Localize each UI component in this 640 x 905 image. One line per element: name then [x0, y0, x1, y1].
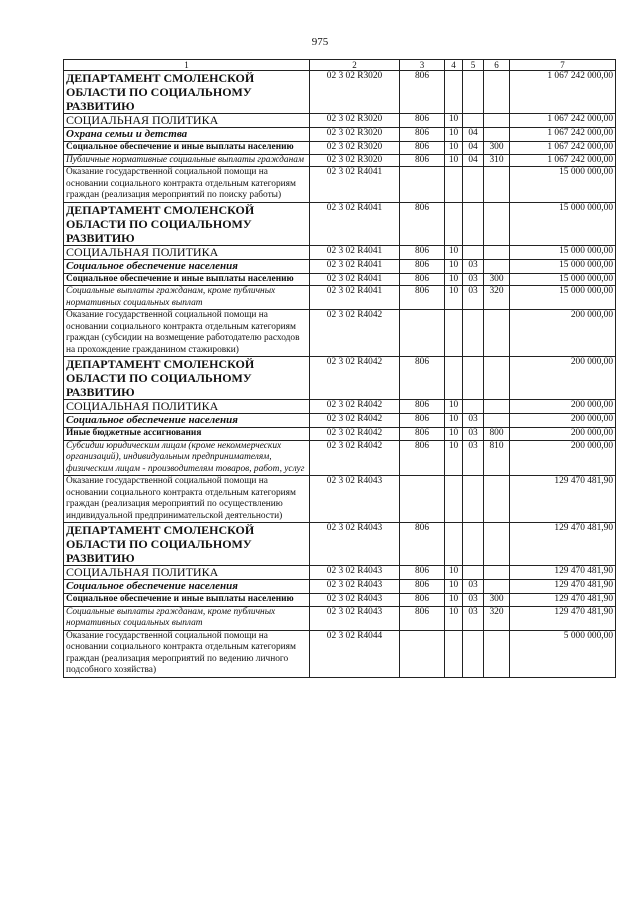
subsection-code-cell: 03 — [463, 606, 484, 630]
section-code-cell: 10 — [445, 606, 463, 630]
row-name-cell: Социальное обеспечение и иные выплаты населению — [64, 273, 310, 286]
amount-cell: 15 000 000,00 — [510, 259, 616, 273]
expense-type-cell — [484, 245, 510, 259]
amount-cell: 200 000,00 — [510, 440, 616, 476]
subsection-code-cell: 03 — [463, 428, 484, 441]
section-code-cell: 10 — [445, 400, 463, 414]
subsection-code-cell — [463, 114, 484, 128]
subsection-code-cell: 03 — [463, 259, 484, 273]
amount-cell: 129 470 481,90 — [510, 523, 616, 566]
row-name-cell: СОЦИАЛЬНАЯ ПОЛИТИКА — [64, 245, 310, 259]
table-row — [64, 273, 616, 286]
expense-type-cell — [484, 202, 510, 245]
department-code-cell: 806 — [400, 259, 445, 273]
subsection-code-cell — [463, 310, 484, 357]
section-code-cell: 10 — [445, 440, 463, 476]
table-row — [64, 71, 616, 114]
section-code-cell: 10 — [445, 286, 463, 310]
amount-cell: 1 067 242 000,00 — [510, 71, 616, 114]
expense-type-cell — [484, 167, 510, 203]
department-code-cell: 806 — [400, 357, 445, 400]
table-row — [64, 594, 616, 607]
table-row — [64, 400, 616, 414]
target-article-cell: 02 3 02 R3020 — [310, 154, 400, 167]
row-name-cell: СОЦИАЛЬНАЯ ПОЛИТИКА — [64, 566, 310, 580]
expense-type-cell — [484, 114, 510, 128]
table-row — [64, 154, 616, 167]
expense-type-cell: 320 — [484, 606, 510, 630]
department-code-cell — [400, 630, 445, 677]
amount-cell: 200 000,00 — [510, 357, 616, 400]
subsection-code-cell — [463, 400, 484, 414]
table-row — [64, 630, 616, 677]
expense-type-cell — [484, 400, 510, 414]
table-row — [64, 414, 616, 428]
expense-type-cell: 310 — [484, 154, 510, 167]
section-code-cell — [445, 71, 463, 114]
department-code-cell — [400, 476, 445, 523]
table-row — [64, 202, 616, 245]
section-code-cell: 10 — [445, 414, 463, 428]
table-row — [64, 566, 616, 580]
amount-cell: 1 067 242 000,00 — [510, 154, 616, 167]
amount-cell: 5 000 000,00 — [510, 630, 616, 677]
section-code-cell — [445, 167, 463, 203]
target-article-cell: 02 3 02 R4041 — [310, 286, 400, 310]
section-code-cell: 10 — [445, 259, 463, 273]
amount-cell: 129 470 481,90 — [510, 606, 616, 630]
amount-cell: 129 470 481,90 — [510, 594, 616, 607]
row-name-cell: Социальное обеспечение населения — [64, 259, 310, 273]
page-number: 975 — [311, 36, 329, 48]
section-code-cell: 10 — [445, 594, 463, 607]
section-code-cell: 10 — [445, 273, 463, 286]
department-code-cell: 806 — [400, 428, 445, 441]
table-row — [64, 580, 616, 594]
amount-cell: 200 000,00 — [510, 400, 616, 414]
amount-cell: 15 000 000,00 — [510, 202, 616, 245]
department-code-cell: 806 — [400, 523, 445, 566]
column-header: 2 — [310, 60, 400, 71]
target-article-cell: 02 3 02 R4043 — [310, 476, 400, 523]
row-name-cell: Оказание государственной социальной помощи на основании социального контракта отдельным категориям граждан (субсидии на возмещение работодателю расходов на прохождение гражданином стажировки) — [64, 310, 310, 357]
row-name-cell: Иные бюджетные ассигнования — [64, 428, 310, 441]
row-name-cell: ДЕПАРТАМЕНТ СМОЛЕНСКОЙ ОБЛАСТИ ПО СОЦИАЛЬНОМУ РАЗВИТИЮ — [64, 357, 310, 400]
subsection-code-cell — [463, 523, 484, 566]
row-name-cell: Социальное обеспечение и иные выплаты населению — [64, 142, 310, 155]
department-code-cell: 806 — [400, 71, 445, 114]
target-article-cell: 02 3 02 R4042 — [310, 400, 400, 414]
department-code-cell: 806 — [400, 414, 445, 428]
department-code-cell: 806 — [400, 142, 445, 155]
section-code-cell: 10 — [445, 114, 463, 128]
department-code-cell: 806 — [400, 566, 445, 580]
expense-type-cell — [484, 414, 510, 428]
amount-cell: 15 000 000,00 — [510, 273, 616, 286]
table-row — [64, 128, 616, 142]
amount-cell: 15 000 000,00 — [510, 245, 616, 259]
table-row — [64, 476, 616, 523]
header-row — [64, 60, 616, 71]
expense-type-cell: 320 — [484, 286, 510, 310]
target-article-cell: 02 3 02 R4043 — [310, 606, 400, 630]
section-code-cell: 10 — [445, 245, 463, 259]
target-article-cell: 02 3 02 R4043 — [310, 594, 400, 607]
section-code-cell: 10 — [445, 580, 463, 594]
budget-table — [63, 59, 616, 678]
table-body — [64, 71, 616, 678]
section-code-cell — [445, 202, 463, 245]
table-row — [64, 357, 616, 400]
department-code-cell: 806 — [400, 202, 445, 245]
amount-cell: 200 000,00 — [510, 428, 616, 441]
amount-cell: 129 470 481,90 — [510, 566, 616, 580]
expense-type-cell — [484, 259, 510, 273]
row-name-cell: Оказание государственной социальной помощи на основании социального контракта отдельным категориям граждан (реализация мероприятий по осуществлению индивидуальной предпринимательской деятельности) — [64, 476, 310, 523]
row-name-cell: Социальные выплаты гражданам, кроме публичных нормативных социальных выплат — [64, 606, 310, 630]
column-header: 1 — [64, 60, 310, 71]
expense-type-cell — [484, 357, 510, 400]
amount-cell: 1 067 242 000,00 — [510, 114, 616, 128]
expense-type-cell — [484, 523, 510, 566]
target-article-cell: 02 3 02 R4043 — [310, 523, 400, 566]
target-article-cell: 02 3 02 R4043 — [310, 580, 400, 594]
row-name-cell: СОЦИАЛЬНАЯ ПОЛИТИКА — [64, 114, 310, 128]
department-code-cell: 806 — [400, 273, 445, 286]
table-row — [64, 606, 616, 630]
subsection-code-cell — [463, 167, 484, 203]
subsection-code-cell — [463, 202, 484, 245]
amount-cell: 15 000 000,00 — [510, 167, 616, 203]
row-name-cell: Охрана семьи и детства — [64, 128, 310, 142]
table-row — [64, 167, 616, 203]
row-name-cell: Социальное обеспечение населения — [64, 580, 310, 594]
subsection-code-cell — [463, 476, 484, 523]
department-code-cell: 806 — [400, 114, 445, 128]
subsection-code-cell — [463, 630, 484, 677]
department-code-cell — [400, 167, 445, 203]
expense-type-cell — [484, 476, 510, 523]
column-header: 3 — [400, 60, 445, 71]
table-row — [64, 259, 616, 273]
section-code-cell — [445, 630, 463, 677]
amount-cell: 1 067 242 000,00 — [510, 128, 616, 142]
expense-type-cell: 300 — [484, 273, 510, 286]
column-header: 6 — [484, 60, 510, 71]
subsection-code-cell: 04 — [463, 128, 484, 142]
expense-type-cell — [484, 630, 510, 677]
expense-type-cell — [484, 580, 510, 594]
row-name-cell: ДЕПАРТАМЕНТ СМОЛЕНСКОЙ ОБЛАСТИ ПО СОЦИАЛЬНОМУ РАЗВИТИЮ — [64, 523, 310, 566]
table-row — [64, 286, 616, 310]
subsection-code-cell: 04 — [463, 142, 484, 155]
row-name-cell: Оказание государственной социальной помощи на основании социального контракта отдельным категориям граждан (реализация мероприятий по ведению личного подсобного хозяйства) — [64, 630, 310, 677]
target-article-cell: 02 3 02 R4042 — [310, 414, 400, 428]
section-code-cell — [445, 357, 463, 400]
table-row — [64, 142, 616, 155]
table-row — [64, 245, 616, 259]
row-name-cell: ДЕПАРТАМЕНТ СМОЛЕНСКОЙ ОБЛАСТИ ПО СОЦИАЛЬНОМУ РАЗВИТИЮ — [64, 71, 310, 114]
target-article-cell: 02 3 02 R3020 — [310, 114, 400, 128]
expense-type-cell — [484, 128, 510, 142]
target-article-cell: 02 3 02 R4042 — [310, 357, 400, 400]
subsection-code-cell: 04 — [463, 154, 484, 167]
section-code-cell — [445, 523, 463, 566]
row-name-cell: Публичные нормативные социальные выплаты гражданам — [64, 154, 310, 167]
department-code-cell — [400, 310, 445, 357]
subsection-code-cell — [463, 566, 484, 580]
section-code-cell — [445, 310, 463, 357]
department-code-cell: 806 — [400, 594, 445, 607]
column-header: 5 — [463, 60, 484, 71]
table-row — [64, 114, 616, 128]
target-article-cell: 02 3 02 R3020 — [310, 142, 400, 155]
target-article-cell: 02 3 02 R4041 — [310, 202, 400, 245]
section-code-cell: 10 — [445, 154, 463, 167]
section-code-cell: 10 — [445, 428, 463, 441]
target-article-cell: 02 3 02 R4041 — [310, 167, 400, 203]
target-article-cell: 02 3 02 R4042 — [310, 310, 400, 357]
amount-cell: 15 000 000,00 — [510, 286, 616, 310]
amount-cell: 129 470 481,90 — [510, 476, 616, 523]
expense-type-cell: 810 — [484, 440, 510, 476]
subsection-code-cell: 03 — [463, 440, 484, 476]
section-code-cell — [445, 476, 463, 523]
department-code-cell: 806 — [400, 440, 445, 476]
department-code-cell: 806 — [400, 286, 445, 310]
row-name-cell: Социальные выплаты гражданам, кроме публичных нормативных социальных выплат — [64, 286, 310, 310]
expense-type-cell — [484, 310, 510, 357]
target-article-cell: 02 3 02 R4041 — [310, 259, 400, 273]
table-row — [64, 523, 616, 566]
amount-cell: 200 000,00 — [510, 310, 616, 357]
target-article-cell: 02 3 02 R4041 — [310, 273, 400, 286]
row-name-cell: Социальное обеспечение и иные выплаты населению — [64, 594, 310, 607]
row-name-cell: Социальное обеспечение населения — [64, 414, 310, 428]
subsection-code-cell: 03 — [463, 273, 484, 286]
section-code-cell: 10 — [445, 142, 463, 155]
expense-type-cell — [484, 71, 510, 114]
subsection-code-cell: 03 — [463, 286, 484, 310]
expense-type-cell: 800 — [484, 428, 510, 441]
row-name-cell: Субсидии юридическим лицам (кроме некоммерческих организаций), индивидуальным предпринимателям, физическим лицам - производителям товаров, работ, услуг — [64, 440, 310, 476]
expense-type-cell: 300 — [484, 594, 510, 607]
department-code-cell: 806 — [400, 580, 445, 594]
subsection-code-cell: 03 — [463, 594, 484, 607]
subsection-code-cell — [463, 71, 484, 114]
department-code-cell: 806 — [400, 128, 445, 142]
department-code-cell: 806 — [400, 606, 445, 630]
department-code-cell: 806 — [400, 400, 445, 414]
department-code-cell: 806 — [400, 245, 445, 259]
amount-cell: 129 470 481,90 — [510, 580, 616, 594]
subsection-code-cell — [463, 245, 484, 259]
target-article-cell: 02 3 02 R4041 — [310, 245, 400, 259]
target-article-cell: 02 3 02 R4042 — [310, 440, 400, 476]
row-name-cell: СОЦИАЛЬНАЯ ПОЛИТИКА — [64, 400, 310, 414]
row-name-cell: ДЕПАРТАМЕНТ СМОЛЕНСКОЙ ОБЛАСТИ ПО СОЦИАЛЬНОМУ РАЗВИТИЮ — [64, 202, 310, 245]
target-article-cell: 02 3 02 R4044 — [310, 630, 400, 677]
column-header: 7 — [510, 60, 616, 71]
subsection-code-cell: 03 — [463, 580, 484, 594]
department-code-cell: 806 — [400, 154, 445, 167]
section-code-cell: 10 — [445, 566, 463, 580]
amount-cell: 1 067 242 000,00 — [510, 142, 616, 155]
target-article-cell: 02 3 02 R3020 — [310, 71, 400, 114]
target-article-cell: 02 3 02 R4042 — [310, 428, 400, 441]
section-code-cell: 10 — [445, 128, 463, 142]
subsection-code-cell — [463, 357, 484, 400]
expense-type-cell — [484, 566, 510, 580]
subsection-code-cell: 03 — [463, 414, 484, 428]
amount-cell: 200 000,00 — [510, 414, 616, 428]
expense-type-cell: 300 — [484, 142, 510, 155]
target-article-cell: 02 3 02 R4043 — [310, 566, 400, 580]
table-row — [64, 440, 616, 476]
table-row — [64, 428, 616, 441]
target-article-cell: 02 3 02 R3020 — [310, 128, 400, 142]
table-row — [64, 310, 616, 357]
column-header: 4 — [445, 60, 463, 71]
row-name-cell: Оказание государственной социальной помощи на основании социального контракта отдельным категориям граждан (реализация мероприятий по поиску работы) — [64, 167, 310, 203]
